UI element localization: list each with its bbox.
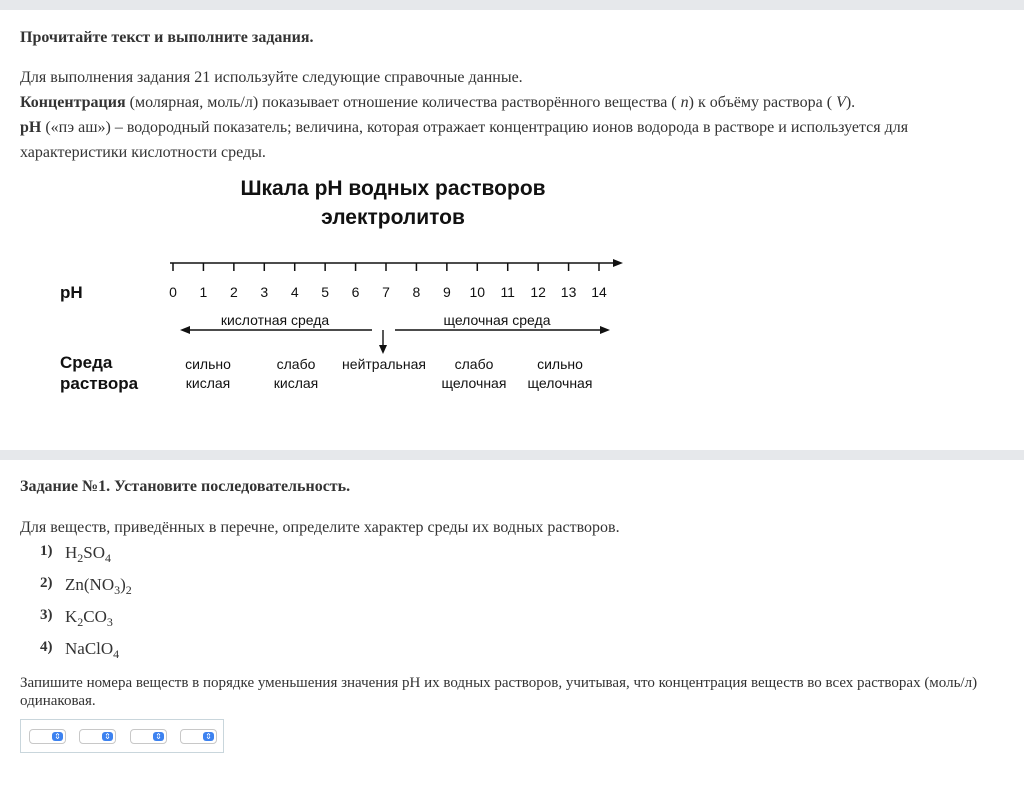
env-strong-base-line1: сильно: [537, 356, 583, 372]
ph-tick-label-2: 2: [229, 284, 238, 300]
answer-sequence-box: [20, 719, 224, 753]
base-label: щелочная среда: [443, 312, 551, 328]
select-arrows-icon: ⇕: [153, 732, 164, 741]
env-weak-base-line2: щелочная: [441, 375, 507, 391]
ph-tick-label-14: 14: [591, 284, 607, 300]
env-weak-base-line1: слабо: [454, 356, 494, 372]
ph-tick-label-0: 0: [169, 284, 177, 300]
env-strong-acid-line1: сильно: [185, 356, 231, 372]
ph-tick-label-12: 12: [530, 284, 546, 300]
env-neutral-line1: нейтральная: [342, 356, 426, 372]
neutral-arrow-head: [379, 345, 387, 354]
env-label-line1: Среда: [60, 353, 113, 372]
top-band: [0, 0, 1024, 10]
acid-label: кислотная среда: [220, 312, 330, 328]
ph-tick-label-4: 4: [290, 284, 299, 300]
answer-instructions: Запишите номера веществ в порядке уменьшения значения pH их водных растворов, учитывая, что концентрация веществ во всех растворах (моль/л) одинаковая.: [20, 675, 978, 709]
answer-select-1[interactable]: [29, 729, 66, 744]
env-weak-base: [442, 356, 507, 391]
concentration-term: Концентрация: [20, 94, 126, 111]
select-arrows-icon: ⇕: [52, 732, 63, 741]
ph-tick-labels: [169, 284, 607, 300]
ph-axis-label: pH: [60, 283, 83, 302]
formula-naclo4: NaClO$_4$: [65, 639, 120, 661]
formula-k2co3: $K_2CO_3$: [65, 607, 113, 629]
ph-tick-label-8: 8: [412, 284, 421, 300]
ph-axis-arrowhead: [613, 259, 623, 267]
ph-tick-label-1: 1: [199, 284, 208, 300]
ph-tick-label-3: 3: [260, 284, 269, 300]
ph-scale-chart: [40, 172, 640, 412]
concentration-definition: Концентрация (молярная, моль/л) показывает отношение количества растворённого вещества ( n) к объёму раствора ( V).: [20, 94, 856, 111]
section-divider: [0, 450, 1024, 460]
env-weak-acid-line2: кислая: [273, 375, 319, 391]
intro-text: [20, 65, 1010, 165]
intro-title: Прочитайте текст и выполните задания.: [20, 29, 314, 46]
env-strong-base-line2: щелочная: [527, 375, 593, 391]
ph-tick-label-6: 6: [351, 284, 360, 300]
chart-title-line1: Шкала pH водных растворов: [240, 177, 546, 200]
env-strong-acid: [185, 356, 231, 391]
answer-select-4[interactable]: [180, 729, 217, 744]
ph-definition: pH («пэ аш») – водородный показатель; величина, которая отражает концентрацию ионов водорода в растворе и используется для характеристики кислотности среды.: [20, 119, 909, 161]
answer-select-3[interactable]: [130, 729, 167, 744]
base-arrow-head: [600, 326, 610, 334]
intro-line1: Для выполнения задания 21 используйте следующие справочные данные.: [20, 69, 523, 86]
task-title: Задание №1. Установите последовательность.: [20, 478, 351, 495]
env-label-line2: раствора: [60, 374, 139, 393]
formula-zn-no3-2: $Zn(NO_3)_2$: [65, 575, 132, 597]
ph-term: pH: [20, 119, 42, 136]
ph-tick-label-7: 7: [382, 284, 390, 300]
ph-tick-label-10: 10: [469, 284, 486, 300]
ph-tick-label-13: 13: [560, 284, 577, 300]
task-prompt: Для веществ, приведённых в перечне, определите характер среды их водных растворов.: [20, 519, 620, 536]
ph-tick-label-5: 5: [321, 284, 330, 300]
env-strong-acid-line2: кислая: [185, 375, 231, 391]
ph-tick-label-9: 9: [442, 284, 451, 300]
select-arrows-icon: ⇕: [203, 732, 214, 741]
chart-title-line2: электролитов: [321, 206, 465, 229]
formula-h2so4: $H_2SO_4$: [65, 543, 112, 565]
env-weak-acid-line1: слабо: [276, 356, 316, 372]
answer-select-2[interactable]: [79, 729, 116, 744]
env-strong-base: [528, 356, 593, 391]
acid-arrow-head: [180, 326, 190, 334]
ph-tick-label-11: 11: [500, 284, 515, 300]
env-weak-acid: [274, 356, 318, 391]
select-arrows-icon: ⇕: [102, 732, 113, 741]
env-neutral: [342, 356, 426, 372]
ph-tick-marks: [173, 263, 599, 271]
